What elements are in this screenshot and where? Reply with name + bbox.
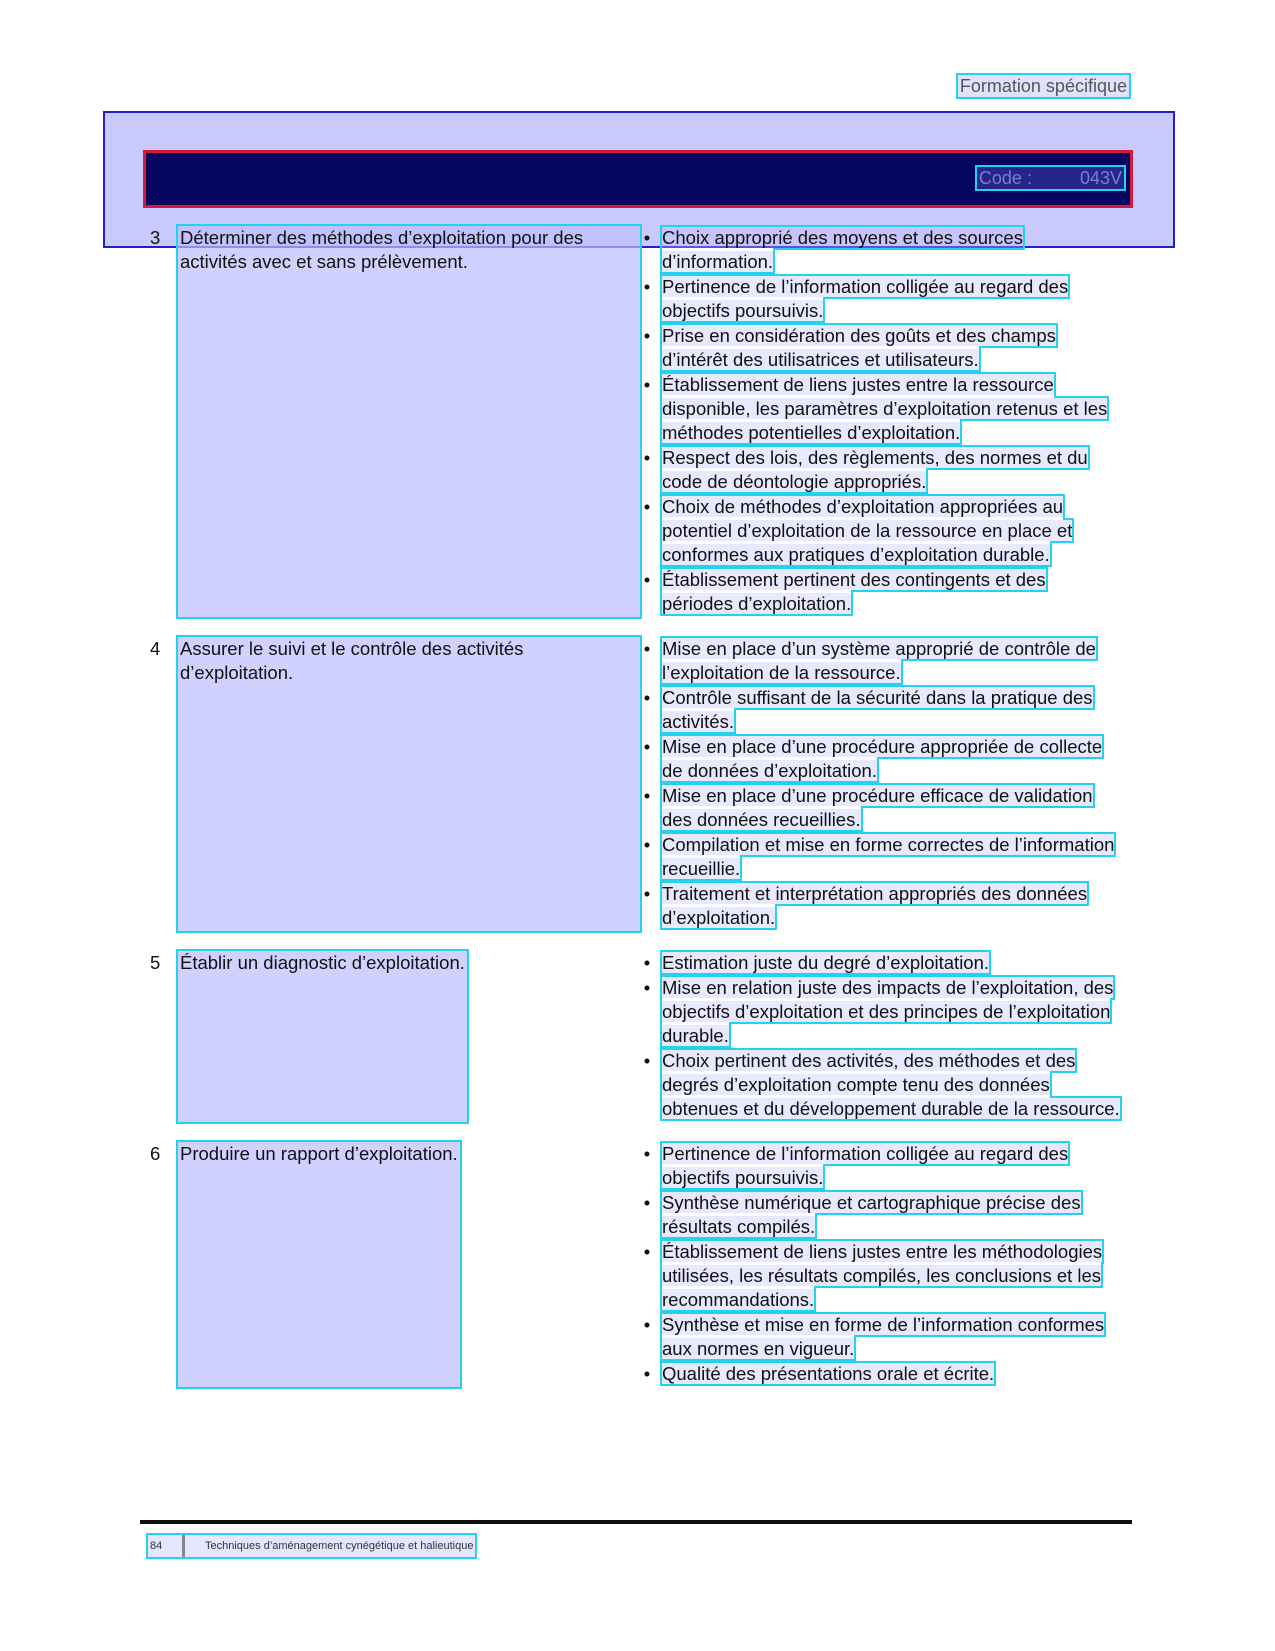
criterion-text: Établissement de liens justes entre la ressource disponible, les paramètres d’exploitation retenus et les méthodes potentielles d’exploitation. bbox=[662, 374, 1108, 443]
criterion-text: Pertinence de l’information colligée au regard des objectifs poursuivis. bbox=[662, 1143, 1069, 1188]
element-text: Établir un diagnostic d’exploitation. bbox=[178, 951, 467, 1122]
element-3 bbox=[150, 226, 640, 617]
criterion-text: Contrôle suffisant de la sécurité dans la pratique des activités. bbox=[662, 687, 1093, 732]
competency-code bbox=[977, 167, 1124, 189]
criterion-text: Estimation juste du degré d’exploitation. bbox=[662, 952, 990, 973]
element-text: Assurer le suivi et le contrôle des activités d’exploitation. bbox=[178, 637, 640, 931]
criterion-item bbox=[640, 784, 1120, 832]
criterion-item bbox=[640, 1240, 1120, 1312]
criterion-item bbox=[640, 373, 1120, 445]
criterion-text: Établissement pertinent des contingents et des périodes d’exploitation. bbox=[662, 569, 1046, 614]
bullet-icon: • bbox=[643, 952, 651, 973]
element-5 bbox=[150, 951, 640, 1122]
criterion-item bbox=[640, 446, 1120, 494]
bullet-icon: • bbox=[643, 374, 651, 395]
criterion-item bbox=[640, 637, 1120, 685]
bullet-icon: • bbox=[643, 883, 651, 904]
competency-title-bar bbox=[143, 150, 1133, 208]
criterion-item bbox=[640, 1049, 1120, 1121]
bullet-icon: • bbox=[643, 227, 651, 248]
criterion-text: Mise en place d’une procédure appropriée de collecte de données d’exploitation. bbox=[662, 736, 1103, 781]
criterion-text: Synthèse numérique et cartographique précise des résultats compilés. bbox=[662, 1192, 1081, 1237]
criteria-list-6 bbox=[640, 1142, 1120, 1387]
page-number: 84 bbox=[150, 1540, 163, 1552]
criteria-list-4 bbox=[640, 637, 1120, 931]
criterion-text: Respect des lois, des règlements, des normes et du code de déontologie appropriés. bbox=[662, 447, 1088, 492]
section-4 bbox=[150, 637, 1130, 931]
code-value: 043V bbox=[1079, 168, 1122, 188]
criterion-text: Mise en place d’une procédure efficace de validation des données recueillies. bbox=[662, 785, 1093, 830]
criterion-text: Qualité des présentations orale et écrite. bbox=[662, 1363, 995, 1384]
bullet-icon: • bbox=[643, 447, 651, 468]
criteria-list-3 bbox=[640, 226, 1120, 617]
element-number: 4 bbox=[150, 638, 161, 659]
criteria-list-5 bbox=[640, 951, 1120, 1122]
element-text: Produire un rapport d’exploitation. bbox=[178, 1142, 460, 1387]
code-label: Code : bbox=[978, 168, 1032, 188]
criterion-text: Établissement de liens justes entre les méthodologies utilisées, les résultats compilés, les conclusions et les recommandations. bbox=[662, 1241, 1103, 1310]
bullet-icon: • bbox=[643, 325, 651, 346]
element-number: 3 bbox=[150, 227, 161, 248]
criterion-item bbox=[640, 495, 1120, 567]
criterion-text: Synthèse et mise en forme de l’information conformes aux normes en vigueur. bbox=[662, 1314, 1105, 1359]
bullet-icon: • bbox=[643, 569, 651, 590]
bullet-icon: • bbox=[643, 785, 651, 806]
bullet-icon: • bbox=[643, 834, 651, 855]
section-6 bbox=[150, 1142, 1130, 1387]
footer-rule bbox=[140, 1520, 1132, 1524]
program-title: Techniques d’aménagement cynégétique et halieutique bbox=[205, 1540, 474, 1552]
criterion-item bbox=[640, 951, 1120, 975]
criterion-item bbox=[640, 976, 1120, 1048]
criterion-item bbox=[640, 324, 1120, 372]
criterion-text: Compilation et mise en forme correctes de l’information recueillie. bbox=[662, 834, 1115, 879]
bullet-icon: • bbox=[643, 977, 651, 998]
element-number: 6 bbox=[150, 1143, 161, 1164]
criterion-item bbox=[640, 735, 1120, 783]
element-number: 5 bbox=[150, 952, 161, 973]
criterion-item bbox=[640, 882, 1120, 930]
criterion-item bbox=[640, 226, 1120, 274]
bullet-icon: • bbox=[643, 1241, 651, 1262]
element-text: Déterminer des méthodes d’exploitation pour des activités avec et sans prélèvement. bbox=[178, 226, 640, 617]
bullet-icon: • bbox=[643, 687, 651, 708]
criterion-text: Choix de méthodes d’exploitation appropriées au potentiel d’exploitation de la ressource en place et conformes aux pratiques d’exploitation durable. bbox=[662, 496, 1073, 565]
criterion-text: Prise en considération des goûts et des champs d’intérêt des utilisatrices et utilisateurs. bbox=[662, 325, 1056, 370]
criterion-item bbox=[640, 275, 1120, 323]
bullet-icon: • bbox=[643, 276, 651, 297]
criterion-text: Pertinence de l’information colligée au regard des objectifs poursuivis. bbox=[662, 276, 1069, 321]
running-header: Formation spécifique bbox=[959, 76, 1127, 96]
code-spacer bbox=[1038, 167, 1074, 189]
footer-separator bbox=[182, 1535, 185, 1557]
bullet-icon: • bbox=[643, 1314, 651, 1335]
criterion-item bbox=[640, 568, 1120, 616]
competency-sections bbox=[150, 226, 1130, 1407]
criterion-text: Mise en place d’un système approprié de contrôle de l’exploitation de la ressource. bbox=[662, 638, 1096, 683]
criterion-text: Choix approprié des moyens et des sources d’information. bbox=[662, 227, 1023, 272]
element-6 bbox=[150, 1142, 640, 1387]
criterion-text: Mise en relation juste des impacts de l’exploitation, des objectifs d’exploitation et des principes de l’exploitation durable. bbox=[662, 977, 1114, 1046]
bullet-icon: • bbox=[643, 1363, 651, 1384]
criterion-item bbox=[640, 1191, 1120, 1239]
criterion-item bbox=[640, 833, 1120, 881]
bullet-icon: • bbox=[643, 1143, 651, 1164]
criterion-item bbox=[640, 1313, 1120, 1361]
criterion-item bbox=[640, 1362, 1120, 1386]
bullet-icon: • bbox=[643, 1192, 651, 1213]
criterion-text: Choix pertinent des activités, des méthodes et des degrés d’exploitation compte tenu des données obtenues et du développement durable de la ressource. bbox=[662, 1050, 1120, 1119]
criterion-text: Traitement et interprétation appropriés des données d’exploitation. bbox=[662, 883, 1088, 928]
page-footer bbox=[148, 1535, 475, 1557]
bullet-icon: • bbox=[643, 638, 651, 659]
element-4 bbox=[150, 637, 640, 931]
criterion-item bbox=[640, 1142, 1120, 1190]
bullet-icon: • bbox=[643, 496, 651, 517]
criterion-item bbox=[640, 686, 1120, 734]
section-5 bbox=[150, 951, 1130, 1122]
section-3 bbox=[150, 226, 1130, 617]
bullet-icon: • bbox=[643, 1050, 651, 1071]
bullet-icon: • bbox=[643, 736, 651, 757]
